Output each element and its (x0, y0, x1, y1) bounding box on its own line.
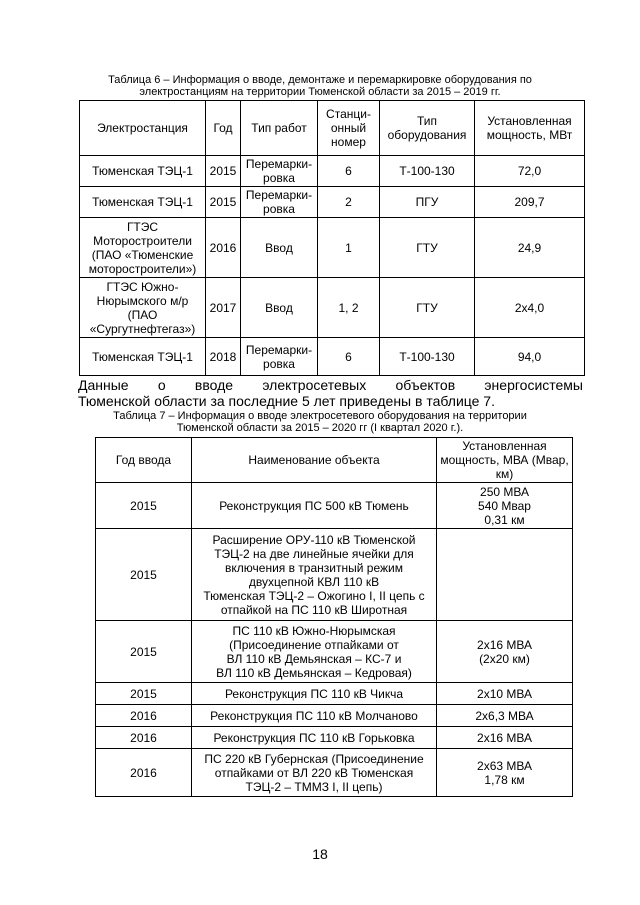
table6-row (80, 156, 585, 187)
table6-cell: 24,9 (475, 218, 585, 278)
table6-caption (60, 74, 580, 98)
table7-cell: Реконструкция ПС 110 кВ Молчаново (192, 705, 437, 727)
table6-row (80, 218, 585, 278)
table6-cell: Перемарки- ровка (241, 156, 318, 187)
table6-cell: Перемарки- ровка (241, 187, 318, 218)
table7-cell: 2015 (96, 683, 192, 705)
table6-cell: Перемарки- ровка (241, 338, 318, 376)
table6-cell: 2017 (206, 278, 241, 338)
table7-cell: 2х10 МВА (437, 683, 573, 705)
table6-cell: 1, 2 (318, 278, 380, 338)
table6-header-cell: Тип работ (241, 101, 318, 156)
table7-caption (60, 410, 580, 434)
table7-cell: 2х16 МВА (2х20 км) (437, 621, 573, 683)
table7-cell: Реконструкция ПС 500 кВ Тюмень (192, 483, 437, 529)
table6-header-cell: Год (206, 101, 241, 156)
table6-cell: 1 (318, 218, 380, 278)
table6-cell: Ввод (241, 278, 318, 338)
table7-header-cell: Наименование объекта (192, 438, 437, 483)
table7-cell: 2х16 МВА (437, 727, 573, 749)
table7-cell: 2015 (96, 529, 192, 621)
table6-cell: 2016 (206, 218, 241, 278)
table6-row (80, 278, 585, 338)
table6-cell: 6 (318, 156, 380, 187)
table7-row (96, 621, 573, 683)
table6-cell: 2018 (206, 338, 241, 376)
table6-cell: 94,0 (475, 338, 585, 376)
table6-cell: 2015 (206, 156, 241, 187)
table7-cell (437, 529, 573, 621)
table7-header-cell: Год ввода (96, 438, 192, 483)
table7-caption-line1: Таблица 7 – Информация о вводе электросетевого оборудования на территории (113, 410, 527, 422)
table6-cell: ГТЭС Моторостроители (ПАО «Тюменские моторостроители») (80, 218, 206, 278)
table7-cell: 2х63 МВА 1,78 км (437, 749, 573, 797)
table7-cell: 2016 (96, 749, 192, 797)
table7-cell: 2016 (96, 727, 192, 749)
table6-cell: Т-100-130 (380, 156, 475, 187)
table7-cell: 2016 (96, 705, 192, 727)
table6-header-cell: Установленная мощность, МВт (475, 101, 585, 156)
table7-cell: 250 МВА 540 Мвар 0,31 км (437, 483, 573, 529)
table7-row (96, 529, 573, 621)
table6-cell: Т-100-130 (380, 338, 475, 376)
table7-header-row (96, 438, 573, 483)
table6-row (80, 338, 585, 376)
table6-cell: 2х4,0 (475, 278, 585, 338)
table6-cell: 72,0 (475, 156, 585, 187)
table6-cell: 6 (318, 338, 380, 376)
table6-cell: ГТУ (380, 278, 475, 338)
table7-row (96, 683, 573, 705)
table7-cell: 2х6,3 МВА (437, 705, 573, 727)
table7-cell: ПС 220 кВ Губернская (Присоединение отпайками от ВЛ 220 кВ Тюменская ТЭЦ-2 – ТММЗ I, II цепь) (192, 749, 437, 797)
table6-cell: 209,7 (475, 187, 585, 218)
paragraph-line2: Тюменской области за последние 5 лет приведены в таблице 7. (78, 393, 495, 409)
table6-cell: ГТУ (380, 218, 475, 278)
table6-cell: Тюменская ТЭЦ-1 (80, 338, 206, 376)
table6-caption-line2: электростанциям на территории Тюменской области за 2015 – 2019 гг. (139, 86, 501, 98)
body-paragraph (78, 377, 583, 409)
table7-row (96, 483, 573, 529)
table6-cell: Тюменская ТЭЦ-1 (80, 187, 206, 218)
page-number: 18 (312, 846, 328, 862)
table6-header-row (80, 101, 585, 156)
table7-cell: Расширение ОРУ-110 кВ Тюменской ТЭЦ-2 на две линейные ячейки для включения в транзитный режим двухцепной КВЛ 110 кВ Тюменская ТЭЦ-2 – Ожогино I, II цепь с отпайкой на ПС 110 кВ Широтная (192, 529, 437, 621)
table7-row (96, 727, 573, 749)
table7-cell: ПС 110 кВ Южно-Нюрымская (Присоединение отпайками от ВЛ 110 кВ Демьянская – КС-7 и ВЛ 110 кВ Демьянская – Кедровая) (192, 621, 437, 683)
table6-cell: Тюменская ТЭЦ-1 (80, 156, 206, 187)
table7-cell: 2015 (96, 621, 192, 683)
table7-header-cell: Установленная мощность, МВА (Мвар, км) (437, 438, 573, 483)
table6-cell: 2015 (206, 187, 241, 218)
paragraph-line1: Данные о вводе электросетевых объектов энергосистемы (78, 377, 583, 393)
table6-header-cell: Тип оборудования (380, 101, 475, 156)
table7-row (96, 749, 573, 797)
table7 (95, 437, 573, 797)
table6-cell: Ввод (241, 218, 318, 278)
table6-caption-line1: Таблица 6 – Информация о вводе, демонтаже и перемаркировке оборудования по (108, 74, 532, 86)
table6-cell: 2 (318, 187, 380, 218)
table7-cell: Реконструкция ПС 110 кВ Чикча (192, 683, 437, 705)
table6-cell: ГТЭС Южно- Нюрымского м/р (ПАО «Сургутнефтегаз») (80, 278, 206, 338)
table7-cell: 2015 (96, 483, 192, 529)
table6-header-cell: Электростанция (80, 101, 206, 156)
table6-header-cell: Станци- онный номер (318, 101, 380, 156)
table7-row (96, 705, 573, 727)
table6-row (80, 187, 585, 218)
table7-caption-line2: Тюменской области за 2015 – 2020 гг (I квартал 2020 г.). (176, 422, 464, 434)
table6 (79, 100, 585, 376)
table7-cell: Реконструкция ПС 110 кВ Горьковка (192, 727, 437, 749)
table6-cell: ПГУ (380, 187, 475, 218)
